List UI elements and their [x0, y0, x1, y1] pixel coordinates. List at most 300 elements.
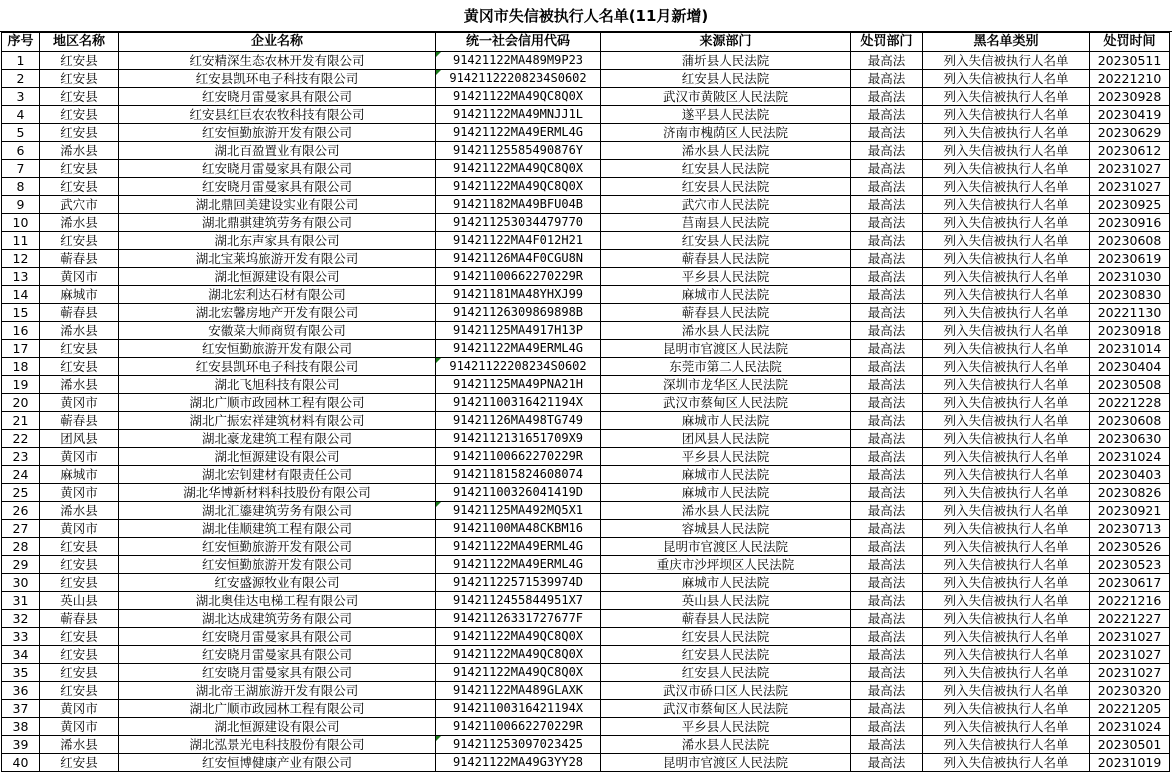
- cell-index[interactable]: 39: [2, 736, 40, 754]
- cell-source-dept[interactable]: 麻城市人民法院: [601, 286, 851, 304]
- cell-region[interactable]: 黄冈市: [40, 520, 119, 538]
- cell-blacklist-type[interactable]: 列入失信被执行人名单: [923, 142, 1090, 160]
- cell-region[interactable]: 黄冈市: [40, 700, 119, 718]
- cell-penalty-date[interactable]: 20230608: [1090, 232, 1170, 250]
- cell-index[interactable]: 3: [2, 88, 40, 106]
- cell-index[interactable]: 20: [2, 394, 40, 412]
- cell-penalty-dept[interactable]: 最高法: [851, 394, 923, 412]
- cell-company[interactable]: 湖北广顺市政园林工程有限公司: [119, 700, 436, 718]
- cell-penalty-dept[interactable]: 最高法: [851, 340, 923, 358]
- cell-company[interactable]: 湖北华博新材料科技股份有限公司: [119, 484, 436, 502]
- cell-blacklist-type[interactable]: 列入失信被执行人名单: [923, 484, 1090, 502]
- cell-credit-code[interactable]: 91421122MA49QC8Q0X: [436, 178, 601, 196]
- cell-index[interactable]: 28: [2, 538, 40, 556]
- cell-credit-code[interactable]: 91421100662270229R: [436, 448, 601, 466]
- cell-credit-code[interactable]: 91421122MA49QC8Q0X: [436, 88, 601, 106]
- cell-index[interactable]: 17: [2, 340, 40, 358]
- cell-credit-code[interactable]: 91421122MA489GLAXK: [436, 682, 601, 700]
- cell-penalty-date[interactable]: 20230925: [1090, 196, 1170, 214]
- cell-credit-code[interactable]: 91421125MA492MQ5X1: [436, 502, 601, 520]
- cell-penalty-date[interactable]: 20231014: [1090, 340, 1170, 358]
- cell-index[interactable]: 32: [2, 610, 40, 628]
- cell-penalty-dept[interactable]: 最高法: [851, 628, 923, 646]
- cell-region[interactable]: 红安县: [40, 106, 119, 124]
- cell-blacklist-type[interactable]: 列入失信被执行人名单: [923, 88, 1090, 106]
- cell-penalty-date[interactable]: 20230830: [1090, 286, 1170, 304]
- cell-credit-code[interactable]: 91421122208234S0602: [436, 70, 601, 88]
- cell-company[interactable]: 湖北宏钊建材有限责任公司: [119, 466, 436, 484]
- cell-index[interactable]: 16: [2, 322, 40, 340]
- cell-penalty-dept[interactable]: 最高法: [851, 592, 923, 610]
- cell-penalty-dept[interactable]: 最高法: [851, 646, 923, 664]
- cell-blacklist-type[interactable]: 列入失信被执行人名单: [923, 340, 1090, 358]
- cell-index[interactable]: 34: [2, 646, 40, 664]
- cell-company[interactable]: 湖北豪龙建筑工程有限公司: [119, 430, 436, 448]
- cell-company[interactable]: 湖北百盈置业有限公司: [119, 142, 436, 160]
- cell-region[interactable]: 红安县: [40, 160, 119, 178]
- cell-penalty-dept[interactable]: 最高法: [851, 664, 923, 682]
- cell-blacklist-type[interactable]: 列入失信被执行人名单: [923, 304, 1090, 322]
- cell-blacklist-type[interactable]: 列入失信被执行人名单: [923, 52, 1090, 70]
- cell-penalty-dept[interactable]: 最高法: [851, 88, 923, 106]
- cell-source-dept[interactable]: 红安县人民法院: [601, 70, 851, 88]
- cell-penalty-date[interactable]: 20230403: [1090, 466, 1170, 484]
- cell-index[interactable]: 29: [2, 556, 40, 574]
- col-header-penalty-date[interactable]: 处罚时间: [1090, 33, 1170, 52]
- cell-penalty-dept[interactable]: 最高法: [851, 610, 923, 628]
- cell-penalty-date[interactable]: 20221216: [1090, 592, 1170, 610]
- cell-index[interactable]: 1: [2, 52, 40, 70]
- cell-company[interactable]: 湖北帝王湖旅游开发有限公司: [119, 682, 436, 700]
- cell-penalty-dept[interactable]: 最高法: [851, 448, 923, 466]
- cell-company[interactable]: 湖北奥佳达电梯工程有限公司: [119, 592, 436, 610]
- cell-penalty-date[interactable]: 20230404: [1090, 358, 1170, 376]
- cell-penalty-dept[interactable]: 最高法: [851, 250, 923, 268]
- cell-source-dept[interactable]: 平乡县人民法院: [601, 718, 851, 736]
- cell-credit-code[interactable]: 91421100316421194X: [436, 700, 601, 718]
- cell-blacklist-type[interactable]: 列入失信被执行人名单: [923, 664, 1090, 682]
- cell-blacklist-type[interactable]: 列入失信被执行人名单: [923, 430, 1090, 448]
- cell-region[interactable]: 麻城市: [40, 466, 119, 484]
- cell-credit-code[interactable]: 91421126331727677F: [436, 610, 601, 628]
- cell-index[interactable]: 18: [2, 358, 40, 376]
- cell-company[interactable]: 安徽菜大师商贸有限公司: [119, 322, 436, 340]
- cell-source-dept[interactable]: 济南市槐荫区人民法院: [601, 124, 851, 142]
- cell-company[interactable]: 红安晓月雷曼家具有限公司: [119, 88, 436, 106]
- cell-penalty-date[interactable]: 20221205: [1090, 700, 1170, 718]
- cell-blacklist-type[interactable]: 列入失信被执行人名单: [923, 466, 1090, 484]
- cell-blacklist-type[interactable]: 列入失信被执行人名单: [923, 376, 1090, 394]
- cell-index[interactable]: 4: [2, 106, 40, 124]
- cell-index[interactable]: 31: [2, 592, 40, 610]
- cell-penalty-date[interactable]: 20230617: [1090, 574, 1170, 592]
- cell-penalty-date[interactable]: 20221210: [1090, 70, 1170, 88]
- col-header-penalty-dept[interactable]: 处罚部门: [851, 33, 923, 52]
- cell-company[interactable]: 湖北东声家具有限公司: [119, 232, 436, 250]
- cell-blacklist-type[interactable]: 列入失信被执行人名单: [923, 700, 1090, 718]
- cell-index[interactable]: 23: [2, 448, 40, 466]
- cell-blacklist-type[interactable]: 列入失信被执行人名单: [923, 394, 1090, 412]
- cell-company[interactable]: 湖北鼎骐建筑劳务有限公司: [119, 214, 436, 232]
- cell-credit-code[interactable]: 91421122MA49ERML4G: [436, 124, 601, 142]
- cell-source-dept[interactable]: 武穴市人民法院: [601, 196, 851, 214]
- cell-region[interactable]: 蕲春县: [40, 610, 119, 628]
- cell-region[interactable]: 浠水县: [40, 214, 119, 232]
- cell-source-dept[interactable]: 浠水县人民法院: [601, 502, 851, 520]
- cell-penalty-date[interactable]: 20231024: [1090, 448, 1170, 466]
- cell-company[interactable]: 湖北达成建筑劳务有限公司: [119, 610, 436, 628]
- cell-company[interactable]: 红安晓月雷曼家具有限公司: [119, 160, 436, 178]
- cell-source-dept[interactable]: 平乡县人民法院: [601, 448, 851, 466]
- cell-penalty-date[interactable]: 20230928: [1090, 88, 1170, 106]
- cell-region[interactable]: 红安县: [40, 628, 119, 646]
- cell-company[interactable]: 红安恒勤旅游开发有限公司: [119, 340, 436, 358]
- cell-penalty-dept[interactable]: 最高法: [851, 322, 923, 340]
- cell-credit-code[interactable]: 91421122571539974D: [436, 574, 601, 592]
- cell-source-dept[interactable]: 麻城市人民法院: [601, 484, 851, 502]
- cell-region[interactable]: 黄冈市: [40, 448, 119, 466]
- cell-company[interactable]: 湖北恒源建设有限公司: [119, 718, 436, 736]
- cell-source-dept[interactable]: 英山县人民法院: [601, 592, 851, 610]
- cell-penalty-dept[interactable]: 最高法: [851, 556, 923, 574]
- cell-penalty-dept[interactable]: 最高法: [851, 430, 923, 448]
- cell-penalty-date[interactable]: 20230619: [1090, 250, 1170, 268]
- cell-index[interactable]: 27: [2, 520, 40, 538]
- cell-penalty-dept[interactable]: 最高法: [851, 232, 923, 250]
- cell-source-dept[interactable]: 东莞市第二人民法院: [601, 358, 851, 376]
- cell-region[interactable]: 黄冈市: [40, 484, 119, 502]
- cell-penalty-date[interactable]: 20230523: [1090, 556, 1170, 574]
- cell-penalty-date[interactable]: 20231027: [1090, 646, 1170, 664]
- cell-source-dept[interactable]: 昆明市官渡区人民法院: [601, 538, 851, 556]
- cell-region[interactable]: 浠水县: [40, 502, 119, 520]
- cell-penalty-date[interactable]: 20221227: [1090, 610, 1170, 628]
- cell-blacklist-type[interactable]: 列入失信被执行人名单: [923, 70, 1090, 88]
- cell-index[interactable]: 2: [2, 70, 40, 88]
- cell-penalty-dept[interactable]: 最高法: [851, 70, 923, 88]
- cell-source-dept[interactable]: 麻城市人民法院: [601, 574, 851, 592]
- cell-penalty-date[interactable]: 20231027: [1090, 628, 1170, 646]
- cell-company[interactable]: 红安恒勤旅游开发有限公司: [119, 556, 436, 574]
- cell-region[interactable]: 蕲春县: [40, 304, 119, 322]
- cell-index[interactable]: 10: [2, 214, 40, 232]
- cell-region[interactable]: 红安县: [40, 358, 119, 376]
- cell-blacklist-type[interactable]: 列入失信被执行人名单: [923, 322, 1090, 340]
- cell-penalty-date[interactable]: 20230826: [1090, 484, 1170, 502]
- cell-company[interactable]: 湖北恒源建设有限公司: [119, 448, 436, 466]
- cell-penalty-dept[interactable]: 最高法: [851, 178, 923, 196]
- cell-source-dept[interactable]: 武汉市黄陂区人民法院: [601, 88, 851, 106]
- cell-penalty-date[interactable]: 20231024: [1090, 718, 1170, 736]
- cell-index[interactable]: 9: [2, 196, 40, 214]
- cell-penalty-dept[interactable]: 最高法: [851, 484, 923, 502]
- cell-penalty-date[interactable]: 20231019: [1090, 754, 1170, 772]
- cell-credit-code[interactable]: 91421122MA49MNJJ1L: [436, 106, 601, 124]
- cell-blacklist-type[interactable]: 列入失信被执行人名单: [923, 628, 1090, 646]
- cell-company[interactable]: 湖北恒源建设有限公司: [119, 268, 436, 286]
- cell-index[interactable]: 6: [2, 142, 40, 160]
- cell-penalty-date[interactable]: 20230629: [1090, 124, 1170, 142]
- cell-region[interactable]: 红安县: [40, 754, 119, 772]
- cell-credit-code[interactable]: 9142112455844951X7: [436, 592, 601, 610]
- cell-penalty-dept[interactable]: 最高法: [851, 376, 923, 394]
- cell-penalty-date[interactable]: 20231027: [1090, 178, 1170, 196]
- cell-region[interactable]: 红安县: [40, 232, 119, 250]
- cell-index[interactable]: 33: [2, 628, 40, 646]
- cell-index[interactable]: 35: [2, 664, 40, 682]
- cell-credit-code[interactable]: 91421100662270229R: [436, 718, 601, 736]
- cell-blacklist-type[interactable]: 列入失信被执行人名单: [923, 718, 1090, 736]
- cell-region[interactable]: 红安县: [40, 88, 119, 106]
- cell-blacklist-type[interactable]: 列入失信被执行人名单: [923, 574, 1090, 592]
- cell-penalty-dept[interactable]: 最高法: [851, 520, 923, 538]
- cell-blacklist-type[interactable]: 列入失信被执行人名单: [923, 412, 1090, 430]
- cell-blacklist-type[interactable]: 列入失信被执行人名单: [923, 556, 1090, 574]
- cell-credit-code[interactable]: 91421125585490876Y: [436, 142, 601, 160]
- cell-credit-code[interactable]: 91421125MA4917H13P: [436, 322, 601, 340]
- cell-blacklist-type[interactable]: 列入失信被执行人名单: [923, 160, 1090, 178]
- cell-region[interactable]: 红安县: [40, 178, 119, 196]
- cell-blacklist-type[interactable]: 列入失信被执行人名单: [923, 736, 1090, 754]
- cell-credit-code[interactable]: 91421181MA48YHXJ99: [436, 286, 601, 304]
- cell-region[interactable]: 黄冈市: [40, 394, 119, 412]
- cell-company[interactable]: 红安县凯环电子科技有限公司: [119, 70, 436, 88]
- cell-penalty-dept[interactable]: 最高法: [851, 466, 923, 484]
- cell-index[interactable]: 11: [2, 232, 40, 250]
- cell-index[interactable]: 15: [2, 304, 40, 322]
- cell-penalty-dept[interactable]: 最高法: [851, 754, 923, 772]
- cell-blacklist-type[interactable]: 列入失信被执行人名单: [923, 178, 1090, 196]
- cell-credit-code[interactable]: 914211815824608074: [436, 466, 601, 484]
- cell-source-dept[interactable]: 红安县人民法院: [601, 664, 851, 682]
- cell-source-dept[interactable]: 团风县人民法院: [601, 430, 851, 448]
- cell-source-dept[interactable]: 莒南县人民法院: [601, 214, 851, 232]
- cell-index[interactable]: 5: [2, 124, 40, 142]
- cell-region[interactable]: 麻城市: [40, 286, 119, 304]
- cell-source-dept[interactable]: 麻城市人民法院: [601, 412, 851, 430]
- cell-company[interactable]: 红安盛源牧业有限公司: [119, 574, 436, 592]
- cell-source-dept[interactable]: 浠水县人民法院: [601, 736, 851, 754]
- cell-index[interactable]: 36: [2, 682, 40, 700]
- cell-blacklist-type[interactable]: 列入失信被执行人名单: [923, 268, 1090, 286]
- cell-company[interactable]: 红安精深生态农林开发有限公司: [119, 52, 436, 70]
- cell-credit-code[interactable]: 914211253097023425: [436, 736, 601, 754]
- cell-credit-code[interactable]: 91421126MA4F0CGU8N: [436, 250, 601, 268]
- cell-source-dept[interactable]: 平乡县人民法院: [601, 268, 851, 286]
- cell-blacklist-type[interactable]: 列入失信被执行人名单: [923, 358, 1090, 376]
- cell-index[interactable]: 40: [2, 754, 40, 772]
- cell-credit-code[interactable]: 91421122MA49QC8Q0X: [436, 628, 601, 646]
- cell-blacklist-type[interactable]: 列入失信被执行人名单: [923, 232, 1090, 250]
- cell-credit-code[interactable]: 91421122MA49ERML4G: [436, 538, 601, 556]
- cell-penalty-dept[interactable]: 最高法: [851, 196, 923, 214]
- cell-company[interactable]: 红安晓月雷曼家具有限公司: [119, 178, 436, 196]
- cell-source-dept[interactable]: 麻城市人民法院: [601, 466, 851, 484]
- cell-region[interactable]: 红安县: [40, 124, 119, 142]
- cell-company[interactable]: 红安恒勤旅游开发有限公司: [119, 124, 436, 142]
- cell-blacklist-type[interactable]: 列入失信被执行人名单: [923, 448, 1090, 466]
- cell-penalty-dept[interactable]: 最高法: [851, 124, 923, 142]
- cell-penalty-date[interactable]: 20230713: [1090, 520, 1170, 538]
- cell-penalty-date[interactable]: 20230608: [1090, 412, 1170, 430]
- cell-company[interactable]: 湖北广顺市政园林工程有限公司: [119, 394, 436, 412]
- cell-index[interactable]: 19: [2, 376, 40, 394]
- cell-blacklist-type[interactable]: 列入失信被执行人名单: [923, 196, 1090, 214]
- cell-source-dept[interactable]: 红安县人民法院: [601, 646, 851, 664]
- cell-region[interactable]: 英山县: [40, 592, 119, 610]
- cell-company[interactable]: 湖北宏馨房地产开发有限公司: [119, 304, 436, 322]
- cell-company[interactable]: 湖北广振宏祥建筑材料有限公司: [119, 412, 436, 430]
- cell-region[interactable]: 红安县: [40, 682, 119, 700]
- col-header-company[interactable]: 企业名称: [119, 33, 436, 52]
- cell-credit-code[interactable]: 91421122MA49ERML4G: [436, 340, 601, 358]
- cell-blacklist-type[interactable]: 列入失信被执行人名单: [923, 214, 1090, 232]
- cell-source-dept[interactable]: 蕲春县人民法院: [601, 250, 851, 268]
- cell-penalty-date[interactable]: 20221228: [1090, 394, 1170, 412]
- cell-company[interactable]: 红安县凯环电子科技有限公司: [119, 358, 436, 376]
- cell-penalty-dept[interactable]: 最高法: [851, 142, 923, 160]
- cell-source-dept[interactable]: 武汉市硚口区人民法院: [601, 682, 851, 700]
- cell-company[interactable]: 湖北泓景光电科技股份有限公司: [119, 736, 436, 754]
- cell-penalty-date[interactable]: 20230508: [1090, 376, 1170, 394]
- cell-credit-code[interactable]: 91421122208234S0602: [436, 358, 601, 376]
- cell-blacklist-type[interactable]: 列入失信被执行人名单: [923, 520, 1090, 538]
- cell-region[interactable]: 红安县: [40, 70, 119, 88]
- cell-source-dept[interactable]: 浠水县人民法院: [601, 142, 851, 160]
- cell-company[interactable]: 湖北飞旭科技有限公司: [119, 376, 436, 394]
- cell-penalty-date[interactable]: 20230419: [1090, 106, 1170, 124]
- cell-region[interactable]: 武穴市: [40, 196, 119, 214]
- cell-company[interactable]: 红安晓月雷曼家具有限公司: [119, 628, 436, 646]
- cell-index[interactable]: 24: [2, 466, 40, 484]
- cell-company[interactable]: 湖北汇鎏建筑劳务有限公司: [119, 502, 436, 520]
- cell-penalty-date[interactable]: 20230501: [1090, 736, 1170, 754]
- cell-blacklist-type[interactable]: 列入失信被执行人名单: [923, 502, 1090, 520]
- cell-credit-code[interactable]: 91421125MA49PNA21H: [436, 376, 601, 394]
- cell-credit-code[interactable]: 91421122MA49QC8Q0X: [436, 160, 601, 178]
- cell-company[interactable]: 湖北鼎回美建设实业有限公司: [119, 196, 436, 214]
- cell-source-dept[interactable]: 昆明市官渡区人民法院: [601, 754, 851, 772]
- cell-index[interactable]: 7: [2, 160, 40, 178]
- cell-credit-code[interactable]: 91421126309869898B: [436, 304, 601, 322]
- cell-index[interactable]: 38: [2, 718, 40, 736]
- cell-penalty-date[interactable]: 20221130: [1090, 304, 1170, 322]
- cell-penalty-date[interactable]: 20230526: [1090, 538, 1170, 556]
- cell-source-dept[interactable]: 昆明市官渡区人民法院: [601, 340, 851, 358]
- cell-source-dept[interactable]: 蕲春县人民法院: [601, 304, 851, 322]
- cell-region[interactable]: 红安县: [40, 664, 119, 682]
- cell-penalty-date[interactable]: 20231030: [1090, 268, 1170, 286]
- cell-blacklist-type[interactable]: 列入失信被执行人名单: [923, 592, 1090, 610]
- cell-blacklist-type[interactable]: 列入失信被执行人名单: [923, 538, 1090, 556]
- cell-penalty-dept[interactable]: 最高法: [851, 736, 923, 754]
- cell-source-dept[interactable]: 深圳市龙华区人民法院: [601, 376, 851, 394]
- cell-region[interactable]: 浠水县: [40, 142, 119, 160]
- cell-source-dept[interactable]: 武汉市蔡甸区人民法院: [601, 394, 851, 412]
- cell-credit-code[interactable]: 91421122MA49QC8Q0X: [436, 664, 601, 682]
- cell-index[interactable]: 26: [2, 502, 40, 520]
- cell-penalty-dept[interactable]: 最高法: [851, 286, 923, 304]
- cell-penalty-date[interactable]: 20230916: [1090, 214, 1170, 232]
- cell-blacklist-type[interactable]: 列入失信被执行人名单: [923, 682, 1090, 700]
- cell-region[interactable]: 蕲春县: [40, 412, 119, 430]
- cell-penalty-dept[interactable]: 最高法: [851, 502, 923, 520]
- cell-region[interactable]: 浠水县: [40, 736, 119, 754]
- cell-penalty-dept[interactable]: 最高法: [851, 160, 923, 178]
- cell-credit-code[interactable]: 91421122MA4F012H21: [436, 232, 601, 250]
- cell-credit-code[interactable]: 91421182MA49BFU04B: [436, 196, 601, 214]
- cell-blacklist-type[interactable]: 列入失信被执行人名单: [923, 754, 1090, 772]
- cell-region[interactable]: 红安县: [40, 52, 119, 70]
- cell-index[interactable]: 25: [2, 484, 40, 502]
- cell-source-dept[interactable]: 蒲圻县人民法院: [601, 52, 851, 70]
- cell-source-dept[interactable]: 遂平县人民法院: [601, 106, 851, 124]
- cell-penalty-date[interactable]: 20230511: [1090, 52, 1170, 70]
- cell-region[interactable]: 团风县: [40, 430, 119, 448]
- col-header-credit-code[interactable]: 统一社会信用代码: [436, 33, 601, 52]
- cell-company[interactable]: 红安晓月雷曼家具有限公司: [119, 646, 436, 664]
- cell-index[interactable]: 12: [2, 250, 40, 268]
- cell-penalty-date[interactable]: 20230630: [1090, 430, 1170, 448]
- cell-penalty-dept[interactable]: 最高法: [851, 538, 923, 556]
- cell-blacklist-type[interactable]: 列入失信被执行人名单: [923, 646, 1090, 664]
- cell-index[interactable]: 21: [2, 412, 40, 430]
- cell-source-dept[interactable]: 蕲春县人民法院: [601, 610, 851, 628]
- cell-penalty-dept[interactable]: 最高法: [851, 106, 923, 124]
- cell-company[interactable]: 湖北佳顺建筑工程有限公司: [119, 520, 436, 538]
- cell-blacklist-type[interactable]: 列入失信被执行人名单: [923, 250, 1090, 268]
- cell-penalty-date[interactable]: 20231027: [1090, 664, 1170, 682]
- cell-region[interactable]: 红安县: [40, 556, 119, 574]
- cell-credit-code[interactable]: 91421122MA489M9P23: [436, 52, 601, 70]
- cell-company[interactable]: 湖北宝莱坞旅游开发有限公司: [119, 250, 436, 268]
- cell-penalty-date[interactable]: 20230918: [1090, 322, 1170, 340]
- cell-credit-code[interactable]: 91421122MA49G3YY28: [436, 754, 601, 772]
- cell-penalty-dept[interactable]: 最高法: [851, 700, 923, 718]
- cell-source-dept[interactable]: 红安县人民法院: [601, 628, 851, 646]
- cell-blacklist-type[interactable]: 列入失信被执行人名单: [923, 286, 1090, 304]
- cell-credit-code[interactable]: 91421100MA48CKBM16: [436, 520, 601, 538]
- cell-index[interactable]: 22: [2, 430, 40, 448]
- cell-penalty-dept[interactable]: 最高法: [851, 268, 923, 286]
- col-header-region[interactable]: 地区名称: [40, 33, 119, 52]
- cell-source-dept[interactable]: 浠水县人民法院: [601, 322, 851, 340]
- cell-company[interactable]: 红安恒博健康产业有限公司: [119, 754, 436, 772]
- cell-index[interactable]: 14: [2, 286, 40, 304]
- cell-index[interactable]: 30: [2, 574, 40, 592]
- cell-blacklist-type[interactable]: 列入失信被执行人名单: [923, 610, 1090, 628]
- cell-source-dept[interactable]: 红安县人民法院: [601, 232, 851, 250]
- cell-source-dept[interactable]: 重庆市沙坪坝区人民法院: [601, 556, 851, 574]
- cell-penalty-date[interactable]: 20231027: [1090, 160, 1170, 178]
- cell-region[interactable]: 红安县: [40, 574, 119, 592]
- cell-region[interactable]: 红安县: [40, 538, 119, 556]
- cell-penalty-dept[interactable]: 最高法: [851, 214, 923, 232]
- cell-region[interactable]: 黄冈市: [40, 268, 119, 286]
- cell-credit-code[interactable]: 91421100326041419D: [436, 484, 601, 502]
- cell-credit-code[interactable]: 91421122MA49QC8Q0X: [436, 646, 601, 664]
- col-header-source-dept[interactable]: 来源部门: [601, 33, 851, 52]
- cell-credit-code[interactable]: 91421100662270229R: [436, 268, 601, 286]
- cell-credit-code[interactable]: 91421100316421194X: [436, 394, 601, 412]
- cell-credit-code[interactable]: 9142112131651709X9: [436, 430, 601, 448]
- cell-penalty-dept[interactable]: 最高法: [851, 682, 923, 700]
- cell-blacklist-type[interactable]: 列入失信被执行人名单: [923, 124, 1090, 142]
- cell-region[interactable]: 浠水县: [40, 322, 119, 340]
- cell-penalty-dept[interactable]: 最高法: [851, 574, 923, 592]
- cell-region[interactable]: 蕲春县: [40, 250, 119, 268]
- cell-company[interactable]: 红安恒勤旅游开发有限公司: [119, 538, 436, 556]
